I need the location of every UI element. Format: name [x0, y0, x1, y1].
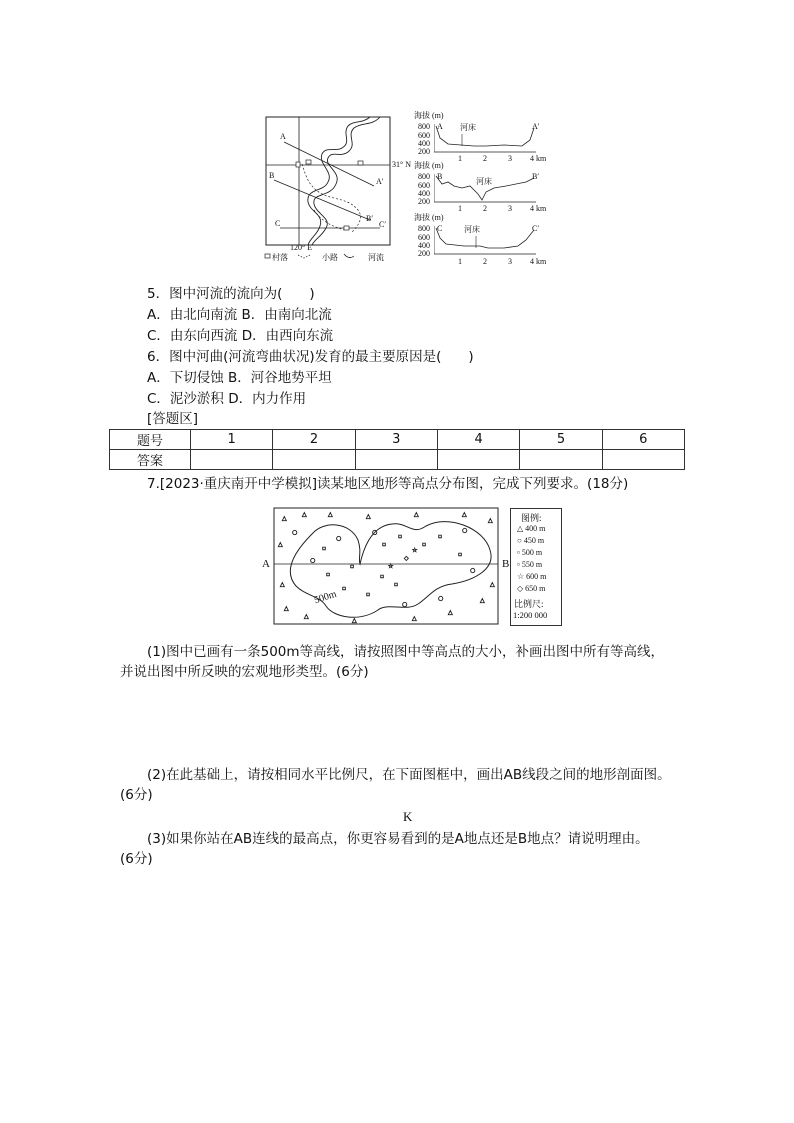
- ytick: 200: [418, 249, 430, 258]
- profile-a-svg: [434, 124, 544, 156]
- xtick: 2: [483, 154, 487, 163]
- profile-a-left: A: [437, 122, 443, 131]
- row-header-number: 题号: [110, 430, 191, 450]
- ytick: 400: [418, 139, 430, 148]
- xtick: 2: [483, 204, 487, 213]
- svg-text:○: ○: [438, 595, 444, 602]
- svg-text:▫: ▫: [342, 585, 347, 592]
- svg-text:☆: ☆: [388, 563, 394, 570]
- q5-options-ab: A．由北向南流 B．由南向北流: [147, 307, 332, 323]
- ytick: 200: [418, 197, 430, 206]
- ytick: 800: [418, 172, 430, 181]
- q7-sub3-line1: (3)如果你站在AB连线的最高点，你更容易看到的是A地点还是B地点？请说明理由。: [147, 831, 649, 847]
- xtick: 3: [508, 257, 512, 266]
- profile-c: [414, 212, 554, 268]
- q7-sub1-line2: 并说出图中所反映的宏观地形类型。(6分): [120, 664, 369, 680]
- profile-a-ylabel: 海拔 (m): [414, 111, 444, 120]
- profile-a-right: A′: [532, 122, 540, 131]
- contour-point-map: [262, 506, 512, 628]
- map-lon-label: 120° E: [290, 243, 313, 252]
- answer-cell[interactable]: [520, 450, 602, 470]
- profile-b: [414, 160, 554, 212]
- xtick: 1: [458, 257, 462, 266]
- xtick: 4 km: [530, 204, 547, 213]
- river-map-figure: [262, 114, 394, 264]
- xtick: 2: [483, 257, 487, 266]
- profile-c-riverbed: 河床: [464, 225, 480, 234]
- profile-panel: [414, 110, 554, 270]
- xtick: 1: [458, 204, 462, 213]
- legend-item: ◇ 650 m: [517, 584, 546, 593]
- svg-text:○: ○: [402, 601, 408, 608]
- profile-b-right: B′: [532, 172, 540, 181]
- svg-text:△: △: [282, 515, 287, 522]
- question-number: 4: [437, 430, 519, 450]
- q7-sub2-line2: (6分): [120, 787, 153, 803]
- legend-item: ☆ 600 m: [517, 572, 547, 581]
- legend-item: ▫ 500 m: [517, 548, 543, 557]
- question-number: 3: [355, 430, 437, 450]
- answer-cell[interactable]: [437, 450, 519, 470]
- svg-text:◇: ◇: [404, 555, 409, 562]
- question-number: 2: [273, 430, 355, 450]
- xtick: 4 km: [530, 257, 547, 266]
- svg-text:△: △: [414, 511, 419, 518]
- profile-a: [414, 110, 554, 162]
- svg-text:△: △: [304, 613, 309, 620]
- q5-stem: 5．图中河流的流向为( ): [147, 286, 315, 302]
- svg-text:▫: ▫: [458, 551, 463, 558]
- profile-c-svg: [434, 226, 544, 258]
- svg-text:▫: ▫: [366, 591, 371, 598]
- svg-text:△: △: [448, 609, 453, 616]
- mark-k: K: [403, 809, 413, 824]
- ytick: 800: [418, 122, 430, 131]
- ytick: 400: [418, 241, 430, 250]
- answer-table-row: [110, 450, 685, 470]
- svg-text:▫: ▫: [380, 573, 385, 580]
- ytick: 800: [418, 224, 430, 233]
- svg-text:▫: ▫: [322, 545, 327, 552]
- svg-text:○: ○: [336, 535, 342, 542]
- svg-text:△: △: [462, 511, 467, 518]
- profile-b-left: B: [437, 172, 443, 181]
- svg-text:△: △: [490, 581, 495, 588]
- question-number: 5: [520, 430, 602, 450]
- legend-item: ○ 450 m: [517, 536, 545, 545]
- svg-text:○: ○: [292, 529, 298, 536]
- svg-text:▫: ▫: [422, 541, 427, 548]
- question-number: 6: [602, 430, 684, 450]
- legend-scale-title: 比例尺:: [514, 599, 544, 609]
- map-label-a-prime: A′: [376, 177, 384, 186]
- map-lat-label: 31° N: [392, 160, 411, 169]
- svg-text:△: △: [284, 605, 289, 612]
- ytick: 600: [418, 131, 430, 140]
- svg-text:△: △: [328, 511, 333, 518]
- q7-stem: 7.[2023·重庆南开中学模拟]读某地区地形等高点分布图，完成下列要求。(18分): [147, 476, 629, 492]
- svg-text:△: △: [488, 517, 493, 524]
- ytick: 200: [418, 147, 430, 156]
- svg-text:▫: ▫: [394, 581, 399, 588]
- map-label-c-prime: C′: [379, 220, 387, 229]
- svg-text:○: ○: [310, 557, 316, 564]
- q6-options-ab: A．下切侵蚀 B．河谷地势平坦: [147, 370, 332, 386]
- point-a-label: A: [262, 558, 270, 570]
- legend-path: 小路: [322, 253, 338, 262]
- svg-text:☆: ☆: [412, 547, 418, 554]
- q6-stem: 6．图中河曲(河流弯曲状况)发育的最主要原因是( ): [147, 349, 474, 365]
- q5-options-cd: C．由东向西流 D．由西向东流: [147, 328, 334, 344]
- answer-cell[interactable]: [602, 450, 684, 470]
- q6-options-cd: C．泥沙淤积 D．内力作用: [147, 391, 307, 407]
- ytick: 400: [418, 189, 430, 198]
- map-label-c: C: [275, 219, 281, 228]
- xtick: 1: [458, 154, 462, 163]
- answer-cell[interactable]: [191, 450, 273, 470]
- legend-village: 村落: [272, 253, 288, 262]
- answer-table: [109, 429, 685, 470]
- svg-text:▫: ▫: [438, 533, 443, 540]
- ytick: 600: [418, 233, 430, 242]
- svg-text:○: ○: [470, 567, 476, 574]
- q7-sub3-line2: (6分): [120, 851, 153, 867]
- svg-text:△: △: [366, 513, 371, 520]
- svg-text:△: △: [412, 615, 417, 622]
- svg-text:○: ○: [462, 527, 468, 534]
- svg-text:△: △: [480, 597, 485, 604]
- map-label-a: A: [280, 132, 286, 141]
- xtick: 3: [508, 204, 512, 213]
- contour-label: 500m: [312, 588, 338, 607]
- row-header-answer: 答案: [110, 450, 191, 470]
- profile-b-ylabel: 海拔 (m): [414, 161, 444, 170]
- xtick: 4 km: [530, 154, 547, 163]
- svg-text:▫: ▫: [326, 571, 331, 578]
- legend-river: 河流: [368, 253, 384, 262]
- xtick: 3: [508, 154, 512, 163]
- point-b-label: B: [502, 558, 510, 570]
- legend-title: 图例:: [521, 513, 542, 523]
- svg-text:△: △: [280, 581, 285, 588]
- map-label-b-prime: B′: [366, 214, 374, 223]
- svg-text:▫: ▫: [382, 541, 387, 548]
- map-label-b: B: [269, 171, 275, 180]
- q7-sub2-line1: (2)在此基础上，请按相同水平比例尺，在下面图框中，画出AB线段之间的地形剖面图。: [147, 767, 671, 783]
- contour-map-svg: [262, 506, 512, 628]
- q7-sub1-line1: (1)图中已画有一条500m等高线，请按照图中等高点的大小，补画出图中所有等高线，: [147, 644, 665, 660]
- profile-c-left: C: [437, 224, 443, 233]
- profile-b-riverbed: 河床: [476, 177, 492, 186]
- legend-item: △ 400 m: [517, 524, 546, 533]
- svg-text:▫: ▫: [350, 563, 355, 570]
- question-number: 1: [191, 430, 273, 450]
- answer-table-row: [110, 430, 685, 450]
- legend-scale: 1:200 000: [513, 610, 548, 620]
- contour-legend: [510, 508, 562, 626]
- answer-area-title: [答题区]: [147, 411, 199, 427]
- profile-c-right: C′: [532, 224, 540, 233]
- legend-item: ▫ 550 m: [517, 560, 543, 569]
- svg-text:○: ○: [372, 529, 378, 536]
- profile-a-riverbed: 河床: [460, 123, 476, 132]
- profile-c-ylabel: 海拔 (m): [414, 213, 444, 222]
- svg-text:△: △: [302, 511, 307, 518]
- svg-text:△: △: [352, 617, 357, 624]
- answer-cell[interactable]: [273, 450, 355, 470]
- ytick: 600: [418, 181, 430, 190]
- answer-cell[interactable]: [355, 450, 437, 470]
- svg-text:▫: ▫: [398, 533, 403, 540]
- svg-text:△: △: [278, 541, 283, 548]
